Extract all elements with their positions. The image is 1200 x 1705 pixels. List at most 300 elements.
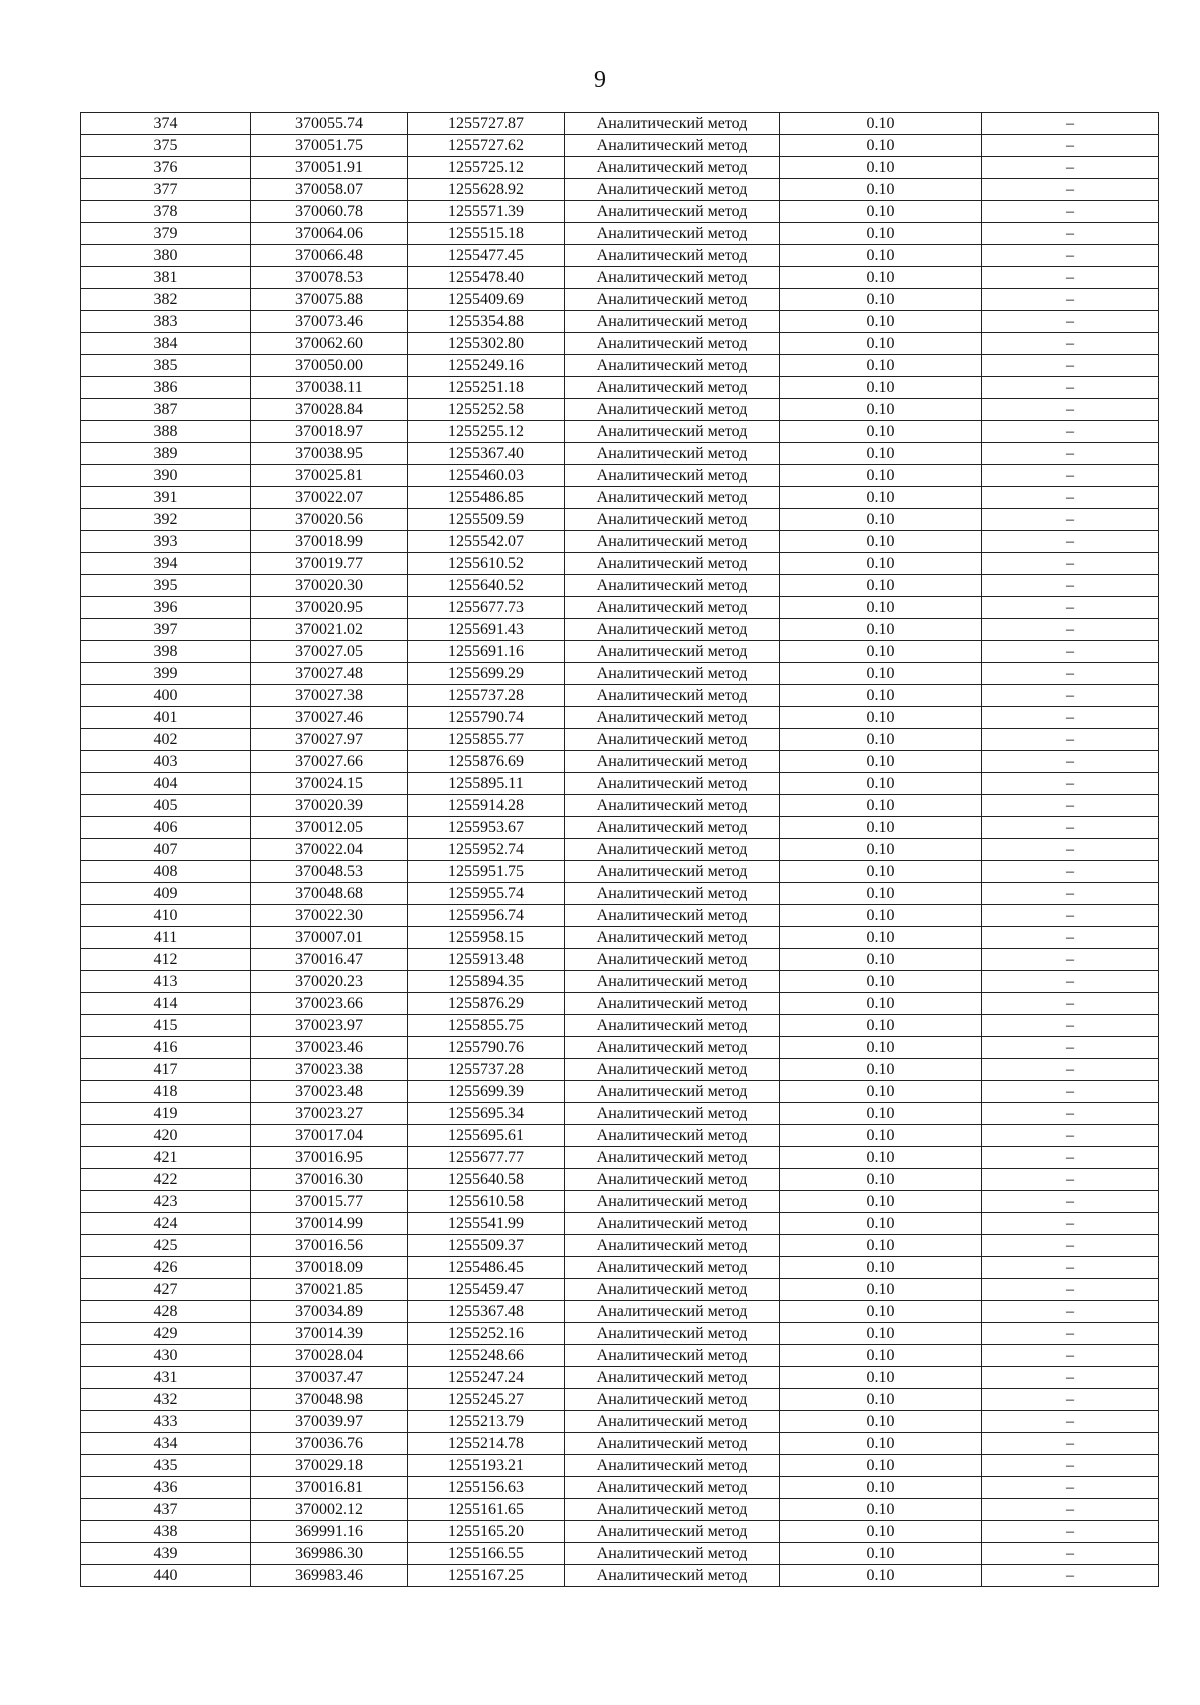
table-row — [81, 1169, 1159, 1191]
description-cell: – — [982, 1103, 1159, 1125]
method-cell: Аналитический метод — [565, 1059, 780, 1081]
table-row — [81, 531, 1159, 553]
method-cell: Аналитический метод — [565, 1125, 780, 1147]
point-number-cell: 380 — [81, 245, 251, 267]
table-row — [81, 1543, 1159, 1565]
description-cell: – — [982, 1279, 1159, 1301]
accuracy-cell: 0.10 — [780, 1345, 982, 1367]
method-cell: Аналитический метод — [565, 619, 780, 641]
y-coordinate-cell: 1255876.69 — [408, 751, 565, 773]
method-cell: Аналитический метод — [565, 927, 780, 949]
table-row — [81, 1389, 1159, 1411]
method-cell: Аналитический метод — [565, 487, 780, 509]
point-number-cell: 423 — [81, 1191, 251, 1213]
method-cell: Аналитический метод — [565, 1345, 780, 1367]
method-cell: Аналитический метод — [565, 773, 780, 795]
accuracy-cell: 0.10 — [780, 1103, 982, 1125]
x-coordinate-cell: 370051.75 — [251, 135, 408, 157]
x-coordinate-cell: 370062.60 — [251, 333, 408, 355]
x-coordinate-cell: 370018.97 — [251, 421, 408, 443]
x-coordinate-cell: 370023.46 — [251, 1037, 408, 1059]
point-number-cell: 385 — [81, 355, 251, 377]
accuracy-cell: 0.10 — [780, 1565, 982, 1587]
y-coordinate-cell: 1255255.12 — [408, 421, 565, 443]
y-coordinate-cell: 1255951.75 — [408, 861, 565, 883]
table-row — [81, 509, 1159, 531]
point-number-cell: 390 — [81, 465, 251, 487]
y-coordinate-cell: 1255699.39 — [408, 1081, 565, 1103]
description-cell: – — [982, 861, 1159, 883]
table-row — [81, 1521, 1159, 1543]
accuracy-cell: 0.10 — [780, 927, 982, 949]
x-coordinate-cell: 370022.04 — [251, 839, 408, 861]
y-coordinate-cell: 1255251.18 — [408, 377, 565, 399]
accuracy-cell: 0.10 — [780, 883, 982, 905]
description-cell: – — [982, 1345, 1159, 1367]
method-cell: Аналитический метод — [565, 861, 780, 883]
table-row — [81, 619, 1159, 641]
description-cell: – — [982, 289, 1159, 311]
accuracy-cell: 0.10 — [780, 333, 982, 355]
description-cell: – — [982, 465, 1159, 487]
description-cell: – — [982, 1059, 1159, 1081]
table-row — [81, 1279, 1159, 1301]
method-cell: Аналитический метод — [565, 1169, 780, 1191]
x-coordinate-cell: 370060.78 — [251, 201, 408, 223]
y-coordinate-cell: 1255571.39 — [408, 201, 565, 223]
accuracy-cell: 0.10 — [780, 619, 982, 641]
accuracy-cell: 0.10 — [780, 443, 982, 465]
method-cell: Аналитический метод — [565, 729, 780, 751]
table-row — [81, 597, 1159, 619]
y-coordinate-cell: 1255691.43 — [408, 619, 565, 641]
y-coordinate-cell: 1255477.45 — [408, 245, 565, 267]
method-cell: Аналитический метод — [565, 267, 780, 289]
y-coordinate-cell: 1255876.29 — [408, 993, 565, 1015]
table-row — [81, 333, 1159, 355]
point-number-cell: 421 — [81, 1147, 251, 1169]
method-cell: Аналитический метод — [565, 421, 780, 443]
table-row — [81, 1433, 1159, 1455]
y-coordinate-cell: 1255855.77 — [408, 729, 565, 751]
x-coordinate-cell: 370021.85 — [251, 1279, 408, 1301]
description-cell: – — [982, 685, 1159, 707]
x-coordinate-cell: 370027.38 — [251, 685, 408, 707]
point-number-cell: 415 — [81, 1015, 251, 1037]
point-number-cell: 417 — [81, 1059, 251, 1081]
table-row — [81, 993, 1159, 1015]
x-coordinate-cell: 370014.39 — [251, 1323, 408, 1345]
x-coordinate-cell: 370027.66 — [251, 751, 408, 773]
point-number-cell: 436 — [81, 1477, 251, 1499]
description-cell: – — [982, 1389, 1159, 1411]
accuracy-cell: 0.10 — [780, 729, 982, 751]
accuracy-cell: 0.10 — [780, 685, 982, 707]
table-row — [81, 1147, 1159, 1169]
description-cell: – — [982, 1037, 1159, 1059]
y-coordinate-cell: 1255542.07 — [408, 531, 565, 553]
y-coordinate-cell: 1255628.92 — [408, 179, 565, 201]
table-row — [81, 751, 1159, 773]
accuracy-cell: 0.10 — [780, 1235, 982, 1257]
x-coordinate-cell: 370036.76 — [251, 1433, 408, 1455]
accuracy-cell: 0.10 — [780, 201, 982, 223]
method-cell: Аналитический метод — [565, 1367, 780, 1389]
y-coordinate-cell: 1255460.03 — [408, 465, 565, 487]
y-coordinate-cell: 1255677.77 — [408, 1147, 565, 1169]
method-cell: Аналитический метод — [565, 1455, 780, 1477]
method-cell: Аналитический метод — [565, 443, 780, 465]
x-coordinate-cell: 370038.95 — [251, 443, 408, 465]
table-row — [81, 179, 1159, 201]
x-coordinate-cell: 370037.47 — [251, 1367, 408, 1389]
point-number-cell: 418 — [81, 1081, 251, 1103]
method-cell: Аналитический метод — [565, 597, 780, 619]
method-cell: Аналитический метод — [565, 1301, 780, 1323]
description-cell: – — [982, 773, 1159, 795]
x-coordinate-cell: 370007.01 — [251, 927, 408, 949]
y-coordinate-cell: 1255214.78 — [408, 1433, 565, 1455]
y-coordinate-cell: 1255252.58 — [408, 399, 565, 421]
description-cell: – — [982, 949, 1159, 971]
method-cell: Аналитический метод — [565, 245, 780, 267]
table-row — [81, 443, 1159, 465]
description-cell: – — [982, 1323, 1159, 1345]
point-number-cell: 440 — [81, 1565, 251, 1587]
accuracy-cell: 0.10 — [780, 1455, 982, 1477]
method-cell: Аналитический метод — [565, 1543, 780, 1565]
description-cell: – — [982, 531, 1159, 553]
table-row — [81, 113, 1159, 135]
accuracy-cell: 0.10 — [780, 1411, 982, 1433]
method-cell: Аналитический метод — [565, 905, 780, 927]
table-row — [81, 927, 1159, 949]
x-coordinate-cell: 369991.16 — [251, 1521, 408, 1543]
x-coordinate-cell: 370058.07 — [251, 179, 408, 201]
description-cell: – — [982, 1433, 1159, 1455]
accuracy-cell: 0.10 — [780, 113, 982, 135]
description-cell: – — [982, 1367, 1159, 1389]
method-cell: Аналитический метод — [565, 465, 780, 487]
accuracy-cell: 0.10 — [780, 707, 982, 729]
y-coordinate-cell: 1255213.79 — [408, 1411, 565, 1433]
point-number-cell: 439 — [81, 1543, 251, 1565]
table-row — [81, 421, 1159, 443]
y-coordinate-cell: 1255855.75 — [408, 1015, 565, 1037]
description-cell: – — [982, 1125, 1159, 1147]
accuracy-cell: 0.10 — [780, 817, 982, 839]
method-cell: Аналитический метод — [565, 1521, 780, 1543]
description-cell: – — [982, 245, 1159, 267]
x-coordinate-cell: 370020.23 — [251, 971, 408, 993]
accuracy-cell: 0.10 — [780, 487, 982, 509]
point-number-cell: 420 — [81, 1125, 251, 1147]
x-coordinate-cell: 370039.97 — [251, 1411, 408, 1433]
description-cell: – — [982, 201, 1159, 223]
table-row — [81, 157, 1159, 179]
x-coordinate-cell: 370025.81 — [251, 465, 408, 487]
y-coordinate-cell: 1255956.74 — [408, 905, 565, 927]
point-number-cell: 427 — [81, 1279, 251, 1301]
method-cell: Аналитический метод — [565, 113, 780, 135]
description-cell: – — [982, 971, 1159, 993]
x-coordinate-cell: 370023.38 — [251, 1059, 408, 1081]
table-row — [81, 245, 1159, 267]
x-coordinate-cell: 370012.05 — [251, 817, 408, 839]
method-cell: Аналитический метод — [565, 1037, 780, 1059]
y-coordinate-cell: 1255478.40 — [408, 267, 565, 289]
table-row — [81, 487, 1159, 509]
accuracy-cell: 0.10 — [780, 267, 982, 289]
accuracy-cell: 0.10 — [780, 509, 982, 531]
description-cell: – — [982, 487, 1159, 509]
table-row — [81, 883, 1159, 905]
table-row — [81, 1455, 1159, 1477]
point-number-cell: 387 — [81, 399, 251, 421]
y-coordinate-cell: 1255166.55 — [408, 1543, 565, 1565]
accuracy-cell: 0.10 — [780, 377, 982, 399]
table-row — [81, 641, 1159, 663]
y-coordinate-cell: 1255161.65 — [408, 1499, 565, 1521]
description-cell: – — [982, 663, 1159, 685]
point-number-cell: 411 — [81, 927, 251, 949]
y-coordinate-cell: 1255486.45 — [408, 1257, 565, 1279]
accuracy-cell: 0.10 — [780, 1059, 982, 1081]
accuracy-cell: 0.10 — [780, 1543, 982, 1565]
table-row — [81, 311, 1159, 333]
table-row — [81, 1213, 1159, 1235]
y-coordinate-cell: 1255367.40 — [408, 443, 565, 465]
x-coordinate-cell: 370002.12 — [251, 1499, 408, 1521]
table-row — [81, 1191, 1159, 1213]
method-cell: Аналитический метод — [565, 355, 780, 377]
point-number-cell: 410 — [81, 905, 251, 927]
x-coordinate-cell: 370048.98 — [251, 1389, 408, 1411]
accuracy-cell: 0.10 — [780, 1169, 982, 1191]
point-number-cell: 386 — [81, 377, 251, 399]
x-coordinate-cell: 370018.99 — [251, 531, 408, 553]
point-number-cell: 413 — [81, 971, 251, 993]
x-coordinate-cell: 370024.15 — [251, 773, 408, 795]
point-number-cell: 403 — [81, 751, 251, 773]
y-coordinate-cell: 1255725.12 — [408, 157, 565, 179]
accuracy-cell: 0.10 — [780, 949, 982, 971]
description-cell: – — [982, 1499, 1159, 1521]
y-coordinate-cell: 1255790.76 — [408, 1037, 565, 1059]
accuracy-cell: 0.10 — [780, 1037, 982, 1059]
x-coordinate-cell: 370066.48 — [251, 245, 408, 267]
y-coordinate-cell: 1255790.74 — [408, 707, 565, 729]
x-coordinate-cell: 370027.05 — [251, 641, 408, 663]
method-cell: Аналитический метод — [565, 751, 780, 773]
point-number-cell: 376 — [81, 157, 251, 179]
point-number-cell: 391 — [81, 487, 251, 509]
method-cell: Аналитический метод — [565, 1103, 780, 1125]
description-cell: – — [982, 1081, 1159, 1103]
y-coordinate-cell: 1255913.48 — [408, 949, 565, 971]
table-row — [81, 1103, 1159, 1125]
y-coordinate-cell: 1255409.69 — [408, 289, 565, 311]
method-cell: Аналитический метод — [565, 817, 780, 839]
point-number-cell: 374 — [81, 113, 251, 135]
description-cell: – — [982, 1257, 1159, 1279]
y-coordinate-cell: 1255610.52 — [408, 553, 565, 575]
x-coordinate-cell: 370029.18 — [251, 1455, 408, 1477]
description-cell: – — [982, 1411, 1159, 1433]
point-number-cell: 437 — [81, 1499, 251, 1521]
table-row — [81, 971, 1159, 993]
table-row — [81, 135, 1159, 157]
point-number-cell: 404 — [81, 773, 251, 795]
table-row — [81, 685, 1159, 707]
point-number-cell: 379 — [81, 223, 251, 245]
x-coordinate-cell: 370038.11 — [251, 377, 408, 399]
y-coordinate-cell: 1255695.34 — [408, 1103, 565, 1125]
method-cell: Аналитический метод — [565, 795, 780, 817]
table-row — [81, 1015, 1159, 1037]
table-row — [81, 267, 1159, 289]
point-number-cell: 394 — [81, 553, 251, 575]
table-row — [81, 1257, 1159, 1279]
y-coordinate-cell: 1255953.67 — [408, 817, 565, 839]
accuracy-cell: 0.10 — [780, 1477, 982, 1499]
description-cell: – — [982, 311, 1159, 333]
point-number-cell: 425 — [81, 1235, 251, 1257]
x-coordinate-cell: 370023.66 — [251, 993, 408, 1015]
description-cell: – — [982, 553, 1159, 575]
method-cell: Аналитический метод — [565, 1565, 780, 1587]
x-coordinate-cell: 369986.30 — [251, 1543, 408, 1565]
method-cell: Аналитический метод — [565, 971, 780, 993]
x-coordinate-cell: 370023.97 — [251, 1015, 408, 1037]
y-coordinate-cell: 1255955.74 — [408, 883, 565, 905]
accuracy-cell: 0.10 — [780, 971, 982, 993]
point-number-cell: 432 — [81, 1389, 251, 1411]
point-number-cell: 389 — [81, 443, 251, 465]
method-cell: Аналитический метод — [565, 685, 780, 707]
accuracy-cell: 0.10 — [780, 311, 982, 333]
y-coordinate-cell: 1255252.16 — [408, 1323, 565, 1345]
y-coordinate-cell: 1255699.29 — [408, 663, 565, 685]
point-number-cell: 424 — [81, 1213, 251, 1235]
x-coordinate-cell: 370023.48 — [251, 1081, 408, 1103]
method-cell: Аналитический метод — [565, 289, 780, 311]
x-coordinate-cell: 370019.77 — [251, 553, 408, 575]
y-coordinate-cell: 1255248.66 — [408, 1345, 565, 1367]
method-cell: Аналитический метод — [565, 883, 780, 905]
table-row — [81, 1345, 1159, 1367]
description-cell: – — [982, 509, 1159, 531]
point-number-cell: 383 — [81, 311, 251, 333]
point-number-cell: 433 — [81, 1411, 251, 1433]
table-row — [81, 1565, 1159, 1587]
description-cell: – — [982, 619, 1159, 641]
point-number-cell: 408 — [81, 861, 251, 883]
point-number-cell: 399 — [81, 663, 251, 685]
y-coordinate-cell: 1255509.37 — [408, 1235, 565, 1257]
y-coordinate-cell: 1255156.63 — [408, 1477, 565, 1499]
table-row — [81, 1411, 1159, 1433]
accuracy-cell: 0.10 — [780, 179, 982, 201]
description-cell: – — [982, 179, 1159, 201]
accuracy-cell: 0.10 — [780, 531, 982, 553]
method-cell: Аналитический метод — [565, 641, 780, 663]
table-row — [81, 201, 1159, 223]
table-row — [81, 377, 1159, 399]
method-cell: Аналитический метод — [565, 1499, 780, 1521]
y-coordinate-cell: 1255167.25 — [408, 1565, 565, 1587]
table-row — [81, 1037, 1159, 1059]
point-number-cell: 431 — [81, 1367, 251, 1389]
method-cell: Аналитический метод — [565, 575, 780, 597]
table-row — [81, 773, 1159, 795]
accuracy-cell: 0.10 — [780, 795, 982, 817]
x-coordinate-cell: 370015.77 — [251, 1191, 408, 1213]
x-coordinate-cell: 370014.99 — [251, 1213, 408, 1235]
x-coordinate-cell: 370022.30 — [251, 905, 408, 927]
table-row — [81, 663, 1159, 685]
method-cell: Аналитический метод — [565, 1477, 780, 1499]
description-cell: – — [982, 157, 1159, 179]
table-row — [81, 575, 1159, 597]
description-cell: – — [982, 135, 1159, 157]
description-cell: – — [982, 575, 1159, 597]
table-row — [81, 1301, 1159, 1323]
accuracy-cell: 0.10 — [780, 641, 982, 663]
table-row — [81, 707, 1159, 729]
method-cell: Аналитический метод — [565, 553, 780, 575]
page-number: 9 — [594, 67, 606, 93]
method-cell: Аналитический метод — [565, 157, 780, 179]
accuracy-cell: 0.10 — [780, 1257, 982, 1279]
point-number-cell: 435 — [81, 1455, 251, 1477]
table-row — [81, 861, 1159, 883]
x-coordinate-cell: 370064.06 — [251, 223, 408, 245]
y-coordinate-cell: 1255640.52 — [408, 575, 565, 597]
table-row — [81, 223, 1159, 245]
accuracy-cell: 0.10 — [780, 861, 982, 883]
method-cell: Аналитический метод — [565, 179, 780, 201]
x-coordinate-cell: 370027.46 — [251, 707, 408, 729]
description-cell: – — [982, 355, 1159, 377]
method-cell: Аналитический метод — [565, 509, 780, 531]
x-coordinate-cell: 370055.74 — [251, 113, 408, 135]
description-cell: – — [982, 707, 1159, 729]
description-cell: – — [982, 1213, 1159, 1235]
y-coordinate-cell: 1255914.28 — [408, 795, 565, 817]
y-coordinate-cell: 1255958.15 — [408, 927, 565, 949]
description-cell: – — [982, 399, 1159, 421]
description-cell: – — [982, 223, 1159, 245]
method-cell: Аналитический метод — [565, 1279, 780, 1301]
x-coordinate-cell: 370048.68 — [251, 883, 408, 905]
description-cell: – — [982, 993, 1159, 1015]
accuracy-cell: 0.10 — [780, 1389, 982, 1411]
table-row — [81, 729, 1159, 751]
description-cell: – — [982, 817, 1159, 839]
y-coordinate-cell: 1255249.16 — [408, 355, 565, 377]
y-coordinate-cell: 1255509.59 — [408, 509, 565, 531]
method-cell: Аналитический метод — [565, 1235, 780, 1257]
table-row — [81, 465, 1159, 487]
x-coordinate-cell: 370078.53 — [251, 267, 408, 289]
method-cell: Аналитический метод — [565, 1015, 780, 1037]
point-number-cell: 377 — [81, 179, 251, 201]
point-number-cell: 438 — [81, 1521, 251, 1543]
method-cell: Аналитический метод — [565, 311, 780, 333]
table-row — [81, 399, 1159, 421]
table-row — [81, 1367, 1159, 1389]
